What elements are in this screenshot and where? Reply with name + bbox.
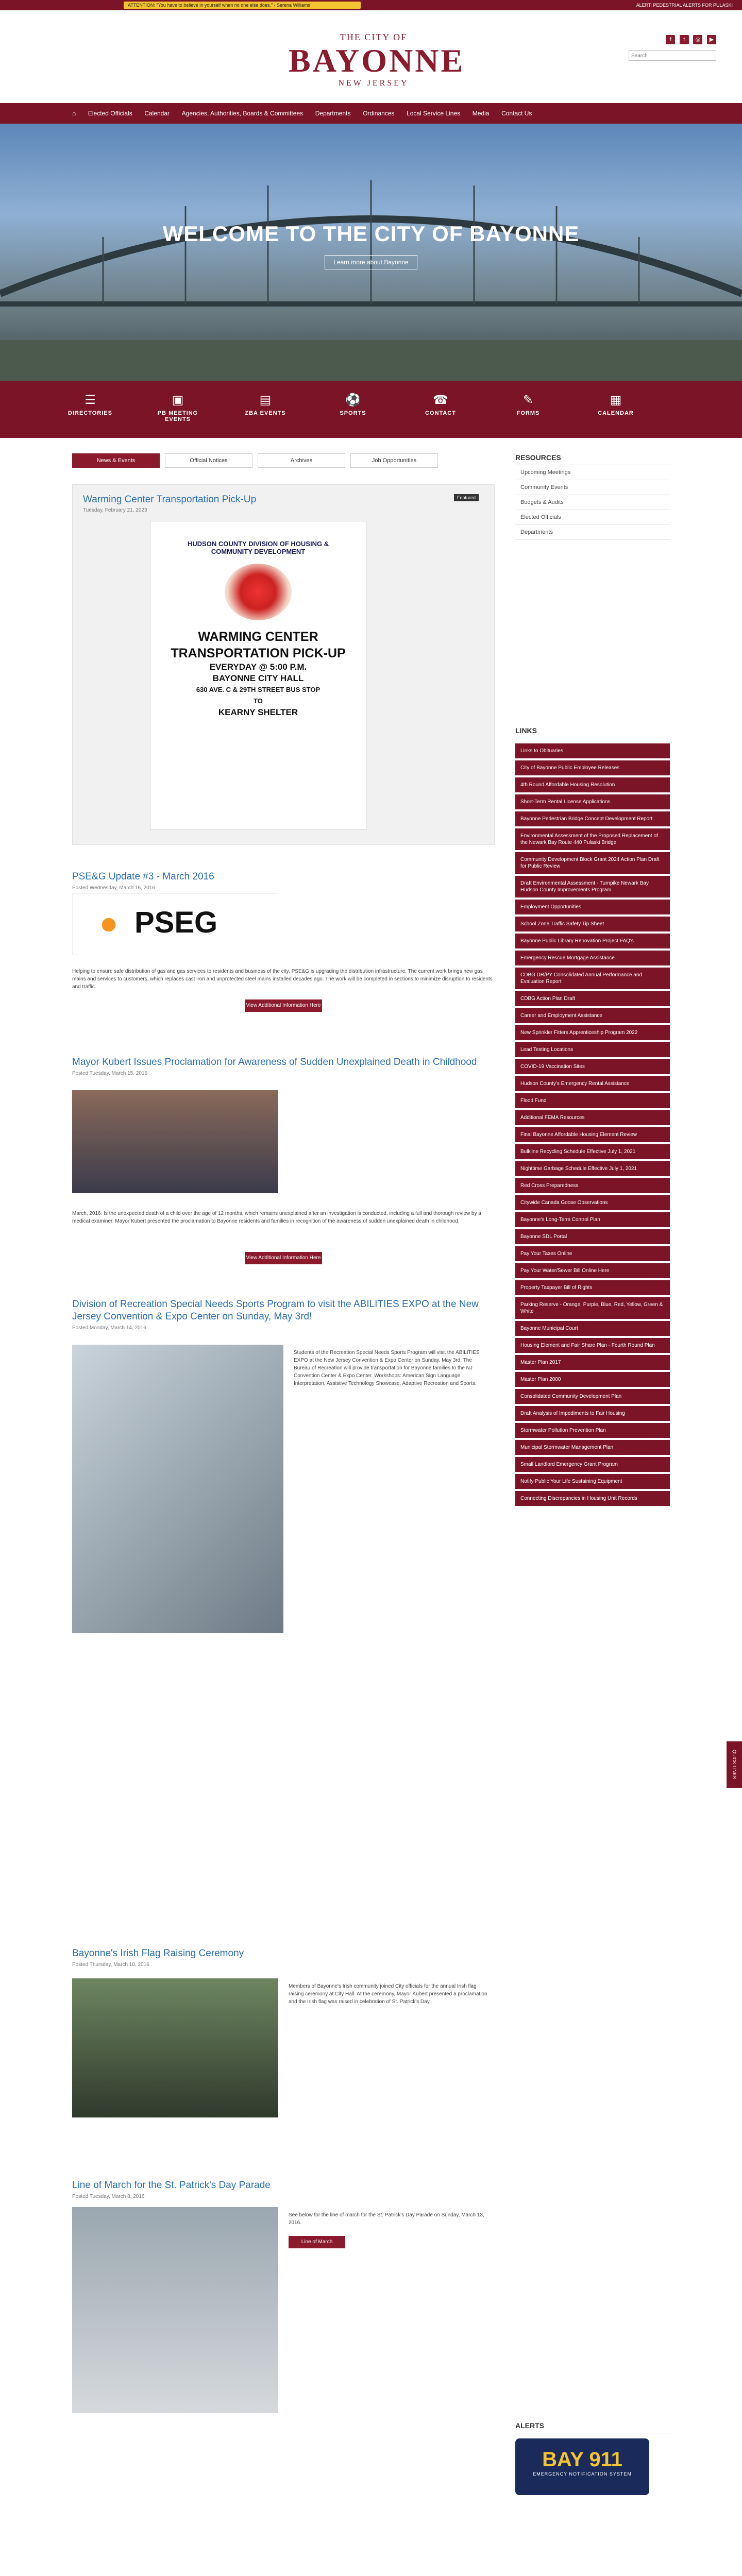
post-more-button[interactable]: View Additional Information Here bbox=[245, 999, 322, 1012]
flyer-time: EVERYDAY @ 5:00 P.M. bbox=[209, 662, 307, 672]
proclamation-photo bbox=[72, 1090, 278, 1193]
resource-item[interactable]: Departments bbox=[515, 525, 670, 540]
sidebar-link-item[interactable]: Employment Opportunities bbox=[515, 900, 670, 914]
quick-link-zba-events[interactable]: ▤ ZBA EVENTS bbox=[232, 391, 299, 416]
sidebar-link-item[interactable]: Bayonne Municipal Court bbox=[515, 1321, 670, 1336]
sidebar-link-item[interactable]: COVID-19 Vaccination Sites bbox=[515, 1059, 670, 1074]
featured-title[interactable]: Warming Center Transportation Pick-Up bbox=[83, 494, 257, 505]
sports-icon: ⚽ bbox=[345, 393, 361, 407]
post-meta: Posted Thursday, March 10, 2016 bbox=[72, 1962, 149, 1968]
warming-center-flyer[interactable] bbox=[150, 521, 366, 830]
abilities-expo-flyer bbox=[72, 1345, 283, 1633]
post-title[interactable]: PSE&G Update #3 - March 2016 bbox=[72, 871, 214, 882]
flyer-org: HUDSON COUNTY DIVISION OF HOUSING & COMMUNITY DEVELOPMENT bbox=[187, 540, 329, 555]
sidebar-link-item[interactable]: CDBG DR/PY Consolidated Annual Performance and Evaluation Report bbox=[515, 968, 670, 989]
resource-item[interactable]: Community Events bbox=[515, 480, 670, 495]
home-icon[interactable]: ⌂ bbox=[72, 110, 76, 117]
alerts-sidebar bbox=[515, 2421, 670, 2495]
tab-official-notices[interactable]: Official Notices bbox=[165, 453, 252, 468]
sidebar-link-item[interactable]: Lead Testing Locations bbox=[515, 1042, 670, 1057]
sidebar-link-item[interactable]: Flood Fund bbox=[515, 1093, 670, 1108]
sidebar-link-item[interactable]: Career and Employment Assistance bbox=[515, 1008, 670, 1023]
logo-main-text: BAYONNE bbox=[289, 42, 465, 79]
sidebar-link-item[interactable]: Bayonne SDL Portal bbox=[515, 1229, 670, 1244]
sidebar-link-item[interactable]: School Zone Traffic Safety Tip Sheet bbox=[515, 917, 670, 931]
sidebar-link-item[interactable]: Pay Your Water/Sewer Bill Online Here bbox=[515, 1263, 670, 1278]
links-sidebar bbox=[515, 726, 670, 1508]
nav-item-departments[interactable]: Departments bbox=[315, 110, 351, 117]
attention-banner: ATTENTION: "You have to believe in yourself when no one else does." - Serena Williams bbox=[124, 2, 361, 9]
sidebar-link-item[interactable]: Final Bayonne Affordable Housing Element Review bbox=[515, 1127, 670, 1142]
instagram-icon[interactable]: ◎ bbox=[693, 35, 702, 44]
sidebar-link-item[interactable]: Municipal Stormwater Management Plan bbox=[515, 1440, 670, 1455]
flyer-title: WARMING CENTER TRANSPORTATION PICK-UP bbox=[171, 630, 346, 660]
flyer-location: BAYONNE CITY HALL bbox=[212, 673, 304, 683]
parade-map-image bbox=[72, 2207, 278, 2413]
tab-news-events[interactable]: News & Events bbox=[72, 453, 160, 468]
quick-link-pb-meetings[interactable]: ▣ PB MEETING EVENTS bbox=[144, 391, 211, 422]
resource-item[interactable]: Elected Officials bbox=[515, 510, 670, 525]
nav-item-media[interactable]: Media bbox=[472, 110, 490, 117]
nav-item-calendar[interactable]: Calendar bbox=[144, 110, 170, 117]
flyer-to: TO bbox=[254, 697, 263, 705]
news-tabs bbox=[72, 453, 495, 469]
resources-heading: RESOURCES bbox=[515, 453, 670, 465]
nav-item-elected-officials[interactable]: Elected Officials bbox=[88, 110, 132, 117]
featured-post bbox=[72, 484, 495, 845]
post-meta: Posted Monday, March 14, 2016 bbox=[72, 1325, 146, 1331]
sidebar-link-item[interactable]: City of Bayonne Public Employee Releases bbox=[515, 760, 670, 775]
resource-item[interactable]: Upcoming Meetings bbox=[515, 465, 670, 480]
post-excerpt: Helping to ensure safe distribution of gas and gas services to residents and business of the city, PSE&G is upgrading the distribution infrastructure. The current work brings new gas mains and services to customers, which replaces cast iron and unprotected steel mains installed decades ago. The work will be completed in sections to minimize disruption to residents and traffic. bbox=[72, 969, 493, 990]
nav-item-local-service-lines[interactable]: Local Service Lines bbox=[407, 110, 461, 117]
sidebar-link-item[interactable]: Bayonne's Long-Term Control Plan bbox=[515, 1212, 670, 1227]
meeting-icon: ▣ bbox=[172, 393, 184, 407]
hero-learn-more-button[interactable]: Learn more about Bayonne bbox=[325, 255, 417, 269]
post-excerpt: March, 2016: Is the unexpected death of a child over the age of 12 months, which remains unexplained after an investigation is conducted, including a full and thorough review by a medical examiner. Mayor Kubert presented the proclamation to Bayonne residents and families in recognition of the awareness of sudden unexplained death in childhood. bbox=[72, 1211, 481, 1224]
bridge-illustration bbox=[0, 124, 742, 381]
sidebar-link-item[interactable]: Links to Obituaries bbox=[515, 743, 670, 758]
sidebar-link-item[interactable]: Notify Public Your Life Sustaining Equipment bbox=[515, 1474, 670, 1489]
featured-badge: Featured bbox=[454, 494, 479, 501]
quick-links-tab[interactable]: QUICK LINKS bbox=[727, 1741, 742, 1788]
logo-sub-text: NEW JERSEY bbox=[338, 79, 409, 88]
post-sudc-proclamation bbox=[72, 1056, 495, 1273]
irish-flag-photo bbox=[72, 1978, 278, 2117]
post-title[interactable]: Mayor Kubert Issues Proclamation for Awareness of Sudden Unexplained Death in Childhood bbox=[72, 1057, 477, 1067]
social-links bbox=[613, 35, 716, 44]
post-pseg bbox=[72, 871, 495, 1025]
main-nav bbox=[0, 103, 742, 124]
sidebar-link-item[interactable]: Nighttime Garbage Schedule Effective July 1, 2021 bbox=[515, 1161, 670, 1176]
city-logo[interactable] bbox=[289, 32, 465, 94]
phone-icon: ☎ bbox=[433, 393, 448, 407]
hero-banner bbox=[0, 124, 742, 381]
post-abilities-expo bbox=[72, 1298, 495, 1906]
site-header bbox=[0, 10, 742, 103]
events-icon: ▤ bbox=[259, 393, 272, 407]
sidebar-link-item[interactable]: Bayonne Public Library Renovation Project FAQ's bbox=[515, 934, 670, 948]
post-title[interactable]: Bayonne's Irish Flag Raising Ceremony bbox=[72, 1948, 244, 1959]
quick-link-sports[interactable]: ⚽ SPORTS bbox=[319, 391, 386, 416]
resource-item[interactable]: Budgets & Audits bbox=[515, 495, 670, 510]
top-bar bbox=[0, 0, 742, 10]
sidebar-link-item[interactable]: Small Landlord Emergency Grant Program bbox=[515, 1457, 670, 1472]
alerts-heading: ALERTS bbox=[515, 2421, 670, 2433]
post-meta: Posted Tuesday, March 8, 2016 bbox=[72, 2194, 145, 2199]
bay911-badge[interactable]: BAY 911 EMERGENCY NOTIFICATION SYSTEM bbox=[515, 2438, 649, 2495]
links-list bbox=[515, 743, 670, 1506]
pseg-logo: PSEG bbox=[72, 893, 278, 955]
calendar-icon: ▦ bbox=[610, 393, 622, 407]
post-title[interactable]: Line of March for the St. Patrick's Day Parade bbox=[72, 2180, 271, 2191]
sidebar-link-item[interactable]: Short-Term Rental License Applications bbox=[515, 794, 670, 809]
quick-link-directories[interactable]: ☰ DIRECTORIES bbox=[57, 391, 124, 416]
post-excerpt: See below for the line of march for the St. Patrick's Day Parade on Sunday, March 13, 2016. bbox=[289, 2212, 484, 2226]
sidebar-link-item[interactable]: Community Development Block Grant 2024 Action Plan Draft for Public Review bbox=[515, 852, 670, 874]
post-excerpt: Members of Bayonne's Irish community joined City officials for the annual Irish flag raising ceremony at City Hall. At the ceremony, Mayor Kubert presented a proclamation and the Irish flag was raised in celebration of St. Patrick's Day. bbox=[289, 1984, 487, 2005]
alert-banner[interactable]: ALERT: PEDESTRIAL ALERTS FOR PULASKI bbox=[636, 3, 733, 8]
hero-title: WELCOME TO THE CITY OF BAYONNE bbox=[162, 222, 580, 246]
sidebar-link-item[interactable]: Bulkline Recycling Schedule Effective July 1, 2021 bbox=[515, 1144, 670, 1159]
sidebar-link-item[interactable]: Housing Element and Fair Share Plan - Fourth Round Plan bbox=[515, 1338, 670, 1353]
quick-links-bar bbox=[0, 381, 742, 438]
sidebar-link-item[interactable]: Hudson County's Emergency Rental Assistance bbox=[515, 1076, 670, 1091]
sidebar-link-item[interactable]: CDBG Action Plan Draft bbox=[515, 991, 670, 1006]
twitter-icon[interactable]: t bbox=[680, 35, 689, 44]
links-heading: LINKS bbox=[515, 726, 670, 738]
quick-link-forms[interactable]: ✎ FORMS bbox=[495, 391, 562, 416]
nav-item-ordinances[interactable]: Ordinances bbox=[363, 110, 395, 117]
tab-archives[interactable]: Archives bbox=[258, 453, 345, 468]
sidebar-link-item[interactable]: Master Plan 2000 bbox=[515, 1372, 670, 1387]
quick-link-calendar[interactable]: ▦ CALENDAR bbox=[582, 391, 649, 416]
directory-icon: ☰ bbox=[85, 393, 96, 407]
sidebar-link-item[interactable]: Master Plan 2017 bbox=[515, 1355, 670, 1370]
sidebar-link-item[interactable]: New Sprinkler Fitters Apprenticeship Program 2022 bbox=[515, 1025, 670, 1040]
sidebar-link-item[interactable]: Draft Environmental Assessment - Turnpike Newark Bay Hudson County Improvements Program bbox=[515, 876, 670, 897]
post-more-button[interactable]: View Additional Information Here bbox=[245, 1252, 322, 1264]
sidebar-link-item[interactable]: Pay Your Taxes Online bbox=[515, 1246, 670, 1261]
sidebar-link-item[interactable]: Bayonne Pedestrian Bridge Concept Development Report bbox=[515, 811, 670, 826]
forms-icon: ✎ bbox=[522, 393, 534, 407]
quick-link-contact[interactable]: ☎ CONTACT bbox=[407, 391, 474, 416]
sidebar-link-item[interactable]: Draft Analysis of Impediments to Fair Housing bbox=[515, 1406, 670, 1421]
post-meta: Posted Tuesday, March 15, 2016 bbox=[72, 1071, 148, 1076]
tab-job-opportunities[interactable]: Job Opportunities bbox=[350, 453, 438, 468]
sidebar-link-item[interactable]: Parking Reserve - Orange, Purple, Blue, Red, Yellow, Green & White bbox=[515, 1297, 670, 1319]
sidebar-link-item[interactable]: Connecting Discrepancies in Housing Unit Records bbox=[515, 1491, 670, 1506]
sidebar-link-item[interactable]: Stormwater Pollution Prevention Plan bbox=[515, 1423, 670, 1438]
sidebar-link-item[interactable]: Property Taxpayer Bill of Rights bbox=[515, 1280, 670, 1295]
sidebar-link-item[interactable]: Consolidated Community Development Plan bbox=[515, 1389, 670, 1404]
flyer-destination: KEARNY SHELTER bbox=[218, 707, 298, 717]
nav-item-agencies[interactable]: Agencies, Authorities, Boards & Committees bbox=[181, 110, 303, 117]
sidebar-link-item[interactable]: Additional FEMA Resources bbox=[515, 1110, 670, 1125]
post-excerpt: Students of the Recreation Special Needs Sports Program will visit the ABILITIES EXPO at the New Jersey Convention & Expo Center on Sunday, May 3rd. The Bureau of Recreation will provide transportation for Bayonne families to the NJ Convention Center & Expo Center. Workshops: American Sign Language Interpretation, Assistive Technology Showcase, Adaptive Recreation and Sports. bbox=[294, 1350, 480, 1386]
featured-date: Tuesday, February 21, 2023 bbox=[83, 507, 147, 513]
post-more-button[interactable]: Line of March bbox=[289, 2236, 345, 2248]
search-input[interactable] bbox=[629, 50, 716, 61]
post-irish-flag bbox=[72, 1947, 495, 2154]
sidebar-link-item[interactable]: 4th Round Affordable Housing Resolution bbox=[515, 777, 670, 792]
youtube-icon[interactable]: ▶ bbox=[707, 35, 716, 44]
post-parade-line-of-march bbox=[72, 2179, 495, 2437]
facebook-icon[interactable]: f bbox=[666, 35, 675, 44]
post-meta: Posted Wednesday, March 16, 2016 bbox=[72, 885, 155, 891]
nav-item-contact-us[interactable]: Contact Us bbox=[501, 110, 532, 117]
sidebar-link-item[interactable]: Environmental Assessment of the Proposed Replacement of the Newark Bay Route 440 Pulaski Bridge bbox=[515, 828, 670, 850]
post-title[interactable]: Division of Recreation Special Needs Sports Program to visit the ABILITIES EXPO at the New Jersey Convention & Expo Center on Sunday, May 3rd! bbox=[72, 1299, 479, 1322]
sidebar-link-item[interactable]: Red Cross Preparedness bbox=[515, 1178, 670, 1193]
flyer-address: 630 AVE. C & 29TH STREET BUS STOP bbox=[196, 686, 321, 693]
logo-small-text: THE CITY OF bbox=[340, 32, 408, 42]
heart-hands-image bbox=[225, 564, 292, 620]
resources-sidebar bbox=[515, 453, 670, 540]
sidebar-link-item[interactable]: Citywide Canada Goose Observations bbox=[515, 1195, 670, 1210]
sidebar-link-item[interactable]: Emergency Rescue Mortgage Assistance bbox=[515, 951, 670, 965]
